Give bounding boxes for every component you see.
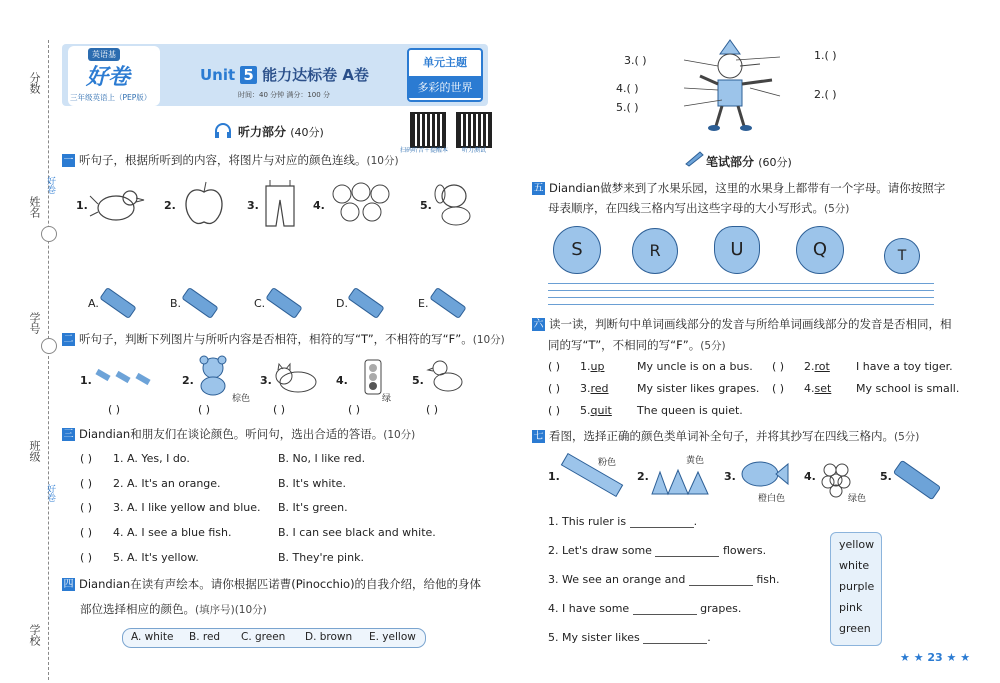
bear-icon[interactable] — [196, 356, 230, 396]
question-5-prompt-line2: 母表顺序，在四线三格内写出这些字母的大小写形式。(5分) — [548, 201, 850, 215]
margin-logo: 好卷 — [45, 176, 55, 194]
page-number: ★ ★ 23 ★ ★ — [900, 651, 971, 664]
headphones-icon — [214, 122, 232, 140]
pic-label: 5. — [412, 374, 424, 387]
answer-blank[interactable]: ( ) — [548, 404, 561, 417]
logo-text: 好卷 — [86, 65, 131, 90]
word-option: pink — [839, 601, 863, 614]
answer-blank[interactable]: ( ) — [772, 360, 785, 373]
class-label: 班级 — [28, 440, 41, 462]
bird-icon[interactable] — [90, 186, 146, 226]
pic-label: 4. — [313, 199, 325, 212]
body-part-answer[interactable]: 5.( ) — [616, 101, 639, 114]
option-a: A. It's yellow. — [127, 551, 199, 564]
body-part-answer[interactable]: 1.( ) — [814, 49, 837, 62]
pic-note: 橙白色 — [758, 494, 786, 504]
option-a: A. I see a blue fish. — [127, 526, 232, 539]
margin-logo: 好卷 — [45, 484, 55, 502]
sentence: I have a toy tiger. — [856, 360, 953, 373]
paint-tube-icon[interactable] — [265, 287, 303, 319]
pic-note: 黄色 — [686, 456, 705, 466]
sentence: My school is small. — [856, 382, 960, 395]
theme-value: 多彩的世界 — [409, 76, 481, 98]
unit-prefix: Unit — [200, 66, 236, 84]
qr-code[interactable] — [456, 112, 492, 148]
color-option: B. red — [189, 631, 221, 643]
score-label: 分数 — [28, 72, 41, 94]
color-option-label: B. — [170, 297, 182, 310]
duck-icon[interactable] — [428, 358, 464, 394]
pic-label: 1. — [76, 199, 88, 212]
listening-section-title: 听力部分 (40分) — [238, 125, 324, 139]
answer-blank[interactable]: ( ) — [548, 382, 561, 395]
student-id-label: 学号 — [28, 312, 41, 334]
fruit-letter[interactable]: T — [884, 238, 920, 274]
word-option: yellow — [839, 538, 875, 551]
series-badge: 英语基 — [88, 48, 120, 61]
page-title — [200, 64, 369, 85]
sentence: My uncle is on a bus. — [637, 360, 753, 373]
answer-blank[interactable]: ( ) — [198, 403, 211, 416]
option-b: B. No, I like red. — [278, 452, 366, 465]
color-option: C. green — [241, 631, 286, 643]
option-b: B. It's white. — [278, 477, 346, 490]
color-option-label: A. — [88, 297, 99, 310]
question-4-prompt-line2: 部位选择相应的颜色。(填序号)(10分) — [80, 602, 267, 616]
answer-blank[interactable]: ( ) — [348, 403, 361, 416]
answer-blank[interactable]: ( ) — [108, 403, 121, 416]
apple-icon[interactable] — [182, 180, 226, 228]
pic-label: 3. — [260, 374, 272, 387]
sentence-5: 5. My sister likes . — [548, 631, 711, 644]
color-option: E. yellow — [369, 631, 416, 643]
pic-note: 粉色 — [598, 458, 617, 468]
body-part-answer[interactable]: 2.( ) — [814, 88, 837, 101]
margin-cut-line — [48, 40, 49, 680]
question-2-prompt: 二 听句子，判断下列图片与所听内容是否相符，相符的写“T”，不相符的写“F”。(10分) — [63, 332, 505, 346]
answer-blank[interactable] — [689, 573, 753, 586]
body-part-answer[interactable]: 3.( ) — [624, 54, 647, 67]
unit-number: 5 — [240, 66, 256, 84]
color-option: A. white — [131, 631, 174, 643]
option-a: A. It's an orange. — [127, 477, 221, 490]
binding-circle — [41, 338, 57, 354]
answer-blank[interactable]: ( ) — [772, 382, 785, 395]
answer-blank[interactable]: ( ) — [273, 403, 286, 416]
sentence-2: 2. Let's draw some flowers. — [548, 544, 767, 557]
sentence: The queen is quiet. — [637, 404, 743, 417]
paint-tube-icon[interactable] — [429, 287, 467, 319]
pic-label: 2. — [637, 470, 649, 483]
pants-icon[interactable] — [262, 180, 298, 228]
school-label: 学校 — [28, 624, 41, 646]
binding-circle — [41, 226, 57, 242]
sentence: My sister likes grapes. — [637, 382, 760, 395]
name-label: 姓名 — [28, 196, 41, 218]
flowers-icon[interactable] — [330, 182, 392, 224]
option-a: A. Yes, I do. — [127, 452, 190, 465]
pic-note: 绿 — [382, 394, 392, 404]
grade-label: 三年级英语上（PEP版） — [70, 93, 152, 102]
color-option: D. brown — [305, 631, 353, 643]
unit-theme-box — [407, 48, 483, 102]
pinocchio-illustration[interactable] — [660, 40, 800, 132]
word-bank — [830, 532, 882, 646]
answer-blank[interactable] — [630, 515, 694, 528]
test-title: 能力达标卷 — [262, 66, 338, 84]
answer-blank[interactable]: ( ) — [426, 403, 439, 416]
fish-icon[interactable] — [738, 458, 788, 492]
answer-blank[interactable]: ( ) — [80, 452, 93, 465]
pic-label: 1. — [80, 374, 92, 387]
paint-tube-icon[interactable] — [347, 287, 385, 319]
question-6-prompt: 六 读一读，判断句中单词画线部分的发音与所给单词画线部分的发音是否相同，相 — [533, 317, 952, 331]
answer-blank[interactable] — [643, 631, 707, 644]
qr-code[interactable] — [410, 112, 446, 148]
writing-line — [548, 290, 934, 291]
answer-blank[interactable]: ( ) — [548, 360, 561, 373]
question-4-prompt: 四 Diandian在读有声绘本。请你根据匹诺曹(Pinocchio)的自我介绍，给他的身体 — [63, 577, 482, 591]
cat-icon[interactable] — [274, 364, 318, 394]
fruit-letter[interactable]: U — [714, 226, 760, 274]
dog-icon[interactable] — [432, 180, 476, 226]
pic-label: 1. — [548, 470, 560, 483]
fruit-letter[interactable]: S — [553, 226, 601, 274]
question-7-prompt: 七 看图，选择正确的颜色类单词补全句子，并将其抄写在四线三格内。(5分) — [533, 429, 920, 443]
option-a: A. I like yellow and blue. — [127, 501, 261, 514]
pic-label: 4. — [804, 470, 816, 483]
sentence-3: 3. We see an orange and fish. — [548, 573, 780, 586]
color-option-label: D. — [336, 297, 348, 310]
sentence-4: 4. I have some grapes. — [548, 602, 742, 615]
question-5-prompt: 五 Diandian做梦来到了水果乐园，这里的水果身上都带有一个字母。请你按照字 — [533, 181, 946, 195]
test-meta: 时间：40 分钟 满分：100 分 — [238, 91, 330, 99]
color-options-box — [122, 628, 426, 648]
word-option: white — [839, 559, 870, 572]
pencil-icon — [684, 150, 704, 166]
flowers-icon[interactable] — [648, 464, 712, 498]
paint-tube-icon[interactable] — [893, 460, 941, 501]
theme-label: 单元主题 — [423, 56, 467, 69]
pic-note: 棕色 — [232, 394, 251, 404]
paint-tube-icon[interactable] — [99, 287, 137, 319]
answer-blank[interactable] — [633, 602, 697, 615]
question-6-prompt-line2: 同的写“T”，不相同的写“F”。(5分) — [548, 338, 726, 352]
qr-caption: 扫码听音＋提醒本 — [400, 147, 449, 154]
test-variant: A卷 — [342, 66, 369, 84]
writing-line — [548, 304, 934, 305]
answer-blank[interactable]: ( ) — [80, 501, 93, 514]
pic-label: 4. — [336, 374, 348, 387]
word-option: green — [839, 622, 871, 635]
body-part-answer[interactable]: 4.( ) — [616, 82, 639, 95]
question-1-prompt: 一 听句子，根据所听到的内容，将图片与对应的颜色连线。(10分) — [63, 153, 399, 167]
pic-label: 5. — [420, 199, 432, 212]
pic-note: 绿色 — [848, 494, 867, 504]
option-b: B. I can see black and white. — [278, 526, 436, 539]
answer-blank[interactable]: ( ) — [80, 551, 93, 564]
writing-line — [548, 297, 934, 298]
answer-blank[interactable]: ( ) — [80, 526, 93, 539]
pic-label: 3. — [247, 199, 259, 212]
option-b: B. They're pink. — [278, 551, 364, 564]
fruit-letter[interactable]: R — [632, 228, 678, 274]
color-option-label: C. — [254, 297, 266, 310]
option-b: B. It's green. — [278, 501, 348, 514]
color-option-label: E. — [418, 297, 429, 310]
pic-label: 2. — [182, 374, 194, 387]
pic-label: 2. — [164, 199, 176, 212]
pic-label: 5. — [880, 470, 892, 483]
word-option: purple — [839, 580, 875, 593]
paint-tube-icon[interactable] — [181, 287, 219, 319]
writing-section-title: 笔试部分 (60分) — [706, 155, 792, 169]
answer-blank[interactable]: ( ) — [80, 477, 93, 490]
pic-label: 3. — [724, 470, 736, 483]
question-3-prompt: 三 Diandian和朋友们在谈论颜色。听问句，选出合适的答语。(10分) — [63, 427, 416, 441]
sentence-1: 1. This ruler is . — [548, 515, 698, 528]
brand-logo — [68, 46, 160, 106]
crayons-icon[interactable] — [94, 366, 154, 392]
fruit-letter[interactable]: Q — [796, 226, 844, 274]
writing-line — [548, 283, 934, 284]
qr-caption: 听力测试 — [462, 147, 487, 154]
answer-blank[interactable] — [655, 544, 719, 557]
